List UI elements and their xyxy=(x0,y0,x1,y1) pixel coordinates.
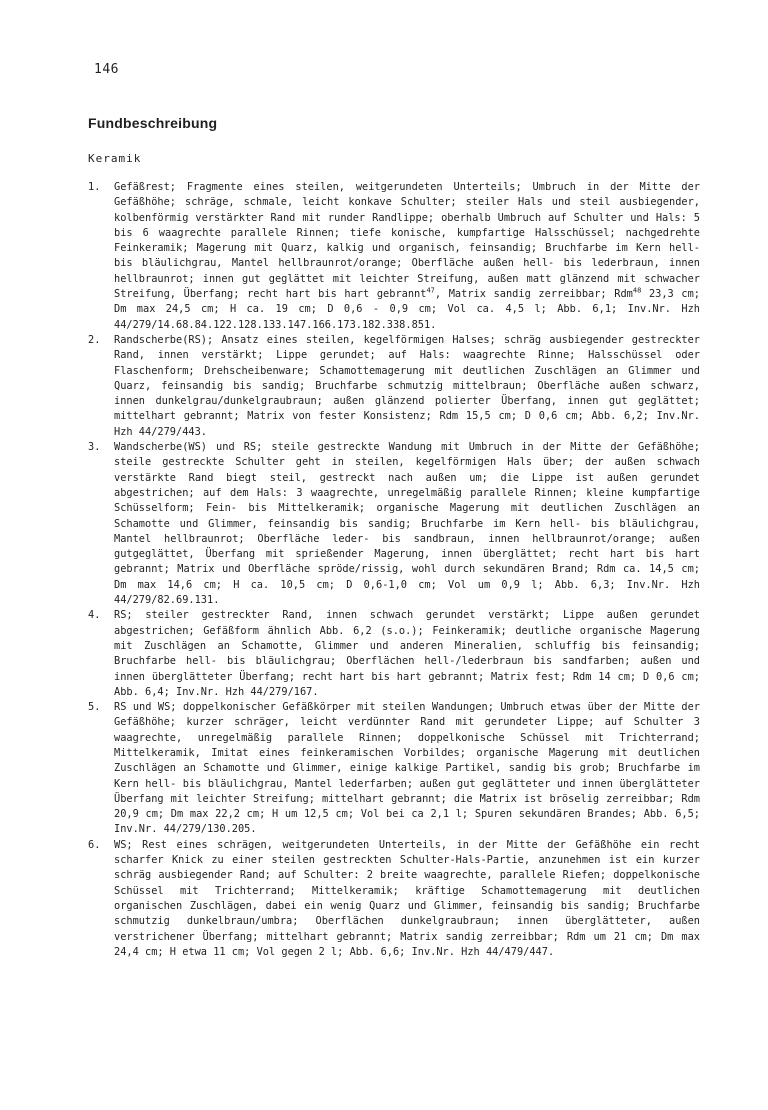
entry-number: 1. xyxy=(88,181,101,193)
entry-text: Gefäßrest; Fragmente eines steilen, weitgerundeten Unterteils; Umbruch in der Mitte der Gefäßhöhe; schräge, schmale, leicht konkave Schulter; steiler Hals und steil ausbiegender, kolbenförmig verstärkter Rand mit runder Randlippe; oberhalb Umbruch auf Schulter und Hals: 5 bis 6 waagrechte parallele Rinnen; tiefe konische, kumpfartige Halsschüssel; nachgedrehte Feinkeramik; Magerung mit Quarz, kalkig und organisch, feinsandig; Bruchfarbe im Kern hell- bis bläulichgrau, Mantel hellbraunrot/orange; Oberfläche außen hell- bis lederbraun, innen hellbraunrot; innen gut geglättet mit leichter Streifung, außen matt glänzend mit schwacher Streifung, Überfang; recht hart bis hart gebrannt xyxy=(114,181,700,301)
page-number: 146 xyxy=(94,62,119,77)
entry-list xyxy=(88,180,700,960)
subsection-title: Keramik xyxy=(88,152,142,165)
entry-text: WS; Rest eines schrägen, weitgerundeten Unterteils, in der Mitte der Gefäßhöhe ein recht scharfer Knick zu einer steilen gestreckten Schulter-Hals-Partie, anzunehmen ist ein kurzer schräg ausbiegender Rand; auf Schulter: 2 breite waagrechte, parallele Riefen; doppelkonische Schüssel mit Trichterrand; Mittelkeramik; kräftige Schamottemagerung mit deutlichen organischen Zuschlägen, dabei ein wenig Quarz und Glimmer, feinsandig bis sandig; Bruchfarbe schmutzig dunkelbraun/umbra; Oberflächen dunkelgraubraun; innen überglätteter, außen verstrichener Überfang; mittelhart gebrannt; Matrix sandig zerreibbar; Rdm um 21 cm; Dm max 24,4 cm; H etwa 11 cm; Vol gegen 2 l; Abb. 6,6; Inv.Nr. Hzh 44/479/447. xyxy=(114,838,700,958)
entry-text: 23,3 cm; Dm max 24,5 cm; H ca. 19 cm; D 0,6 - 0,9 cm; Vol ca. 4,5 l; Abb. 6,1; Inv.Nr. Hzh 44/279/14.68.84.122.128.133.147.166.173.182.338.851. xyxy=(114,288,700,331)
entry-number: 6. xyxy=(88,838,101,851)
entry-3 xyxy=(88,440,700,608)
entry-text: Wandscherbe(WS) und RS; steile gestreckte Wandung mit Umbruch in der Mitte der Gefäßhöhe; steile gestreckte Schulter geht in steilen, kegelförmigen Hals über; der außen schwach verstärkte Rand biegt steil, gestreckt nach außen um; die Lippe ist außen gerundet abgestrichen; auf dem Hals: 3 waagrechte, unregelmäßig parallele Rinnen; kleine kumpfartige Schüsselform; Fein- bis Mittelkeramik; organische Magerung mit deutlichen Zuschlägen an Schamotte und Glimmer, feinsandig bis sandig; Bruchfarbe im Kern hell- bis bläulichgrau, Mantel hellbraunrot; Oberfläche leder- bis sandbraun, innen hellbraunrot/orange; außen gutgeglättet, Überfang mit sprießender Magerung, innen überglättet; recht hart bis hart gebrannt; Matrix und Oberfläche spröde/rissig, wohl durch sekundären Brand; Rdm ca. 14,5 cm; Dm max 14,6 cm; H ca. 10,5 cm; D 0,6-1,0 cm; Vol um 0,9 l; Abb. 6,3; Inv.Nr. Hzh 44/279/82.69.131. xyxy=(114,441,700,607)
entry-1 xyxy=(88,180,700,333)
entry-5 xyxy=(88,700,700,838)
entry-4 xyxy=(88,608,700,700)
entry-number: 5. xyxy=(88,701,101,714)
entry-number: 2. xyxy=(88,333,101,346)
entry-text: , Matrix sandig zerreibbar; Rdm xyxy=(434,288,633,301)
entry-text: RS; steiler gestreckter Rand, innen schwach gerundet verstärkt; Lippe außen gerundet abgestrichen; Gefäßform ähnlich Abb. 6,2 (s.o.); Feinkeramik; deutliche organische Magerung mit Zuschlägen an Schamotte, Glimmer und anderen Mineralien, schluffig bis feinsandig; Bruchfarbe hell- bis bläulichgrau; Oberflächen hell-/lederbraun bis sandfarben; außen und innen überglätteter Überfang; recht hart bis hart gebrannt; Matrix fest; Rdm 14 cm; D 0,6 cm; Abb. 6,4; Inv.Nr. Hzh 44/279/167. xyxy=(114,609,700,698)
entry-text: RS und WS; doppelkonischer Gefäßkörper mit steilen Wandungen; Umbruch etwas über der Mitte der Gefäßhöhe; kurzer schräger, leicht verdünnter Rand mit gerundeter Lippe; auf Schulter 3 waagrechte, unregelmäßig parallele Rinnen; doppelkonische Schüssel mit Trichterrand; Mittelkeramik, Imitat eines feinkeramischen Vorbildes; organische Magerung mit deutlichen Zuschlägen an Schamotte und Glimmer, einige kalkige Partikel, sandig bis grob; Bruchfarbe im Kern hell- bis bläulichgrau, Mantel lederfarben; außen gut geglätteter und innen überglätteter Überfang mit leichter Streifung; mittelhart gebrannt; die Matrix ist bröselig zerreibbar; Rdm 20,9 cm; Dm max 22,2 cm; H um 12,5 cm; Vol bei ca 2,1 l; Spuren sekundären Brandes; Abb. 6,5; Inv.Nr. 44/279/130.205. xyxy=(114,701,700,836)
entry-number: 3. xyxy=(88,441,101,454)
entry-2 xyxy=(88,333,700,440)
section-heading: Fundbeschreibung xyxy=(88,115,218,131)
entry-text: Randscherbe(RS); Ansatz eines steilen, kegelförmigen Halses; schräg ausbiegender gestreckter Rand, innen verstärkt; Lippe gerundet; auf Hals: waagrechte Rinne; Halsschüssel oder Flaschenform; Drehscheibenware; Schamottemagerung mit deutlichen Zuschlägen an Glimmer und Quarz, feinsandig bis sandig; Bruchfarbe schmutzig mittelbraun; Oberfläche außen schwarz, innen dunkelgrau/dunkelgraubraun; außen glänzend polierter Überfang, innen gut geglättet; mittelhart gebrannt; Matrix von fester Konsistenz; Rdm 15,5 cm; D 0,6 cm; Abb. 6,2; Inv.Nr. Hzh 44/279/443. xyxy=(114,333,700,438)
footnote-ref[interactable]: 47 xyxy=(426,286,435,295)
entry-number: 4. xyxy=(88,609,101,622)
footnote-ref[interactable]: 48 xyxy=(632,286,642,295)
entry-6 xyxy=(88,838,700,960)
